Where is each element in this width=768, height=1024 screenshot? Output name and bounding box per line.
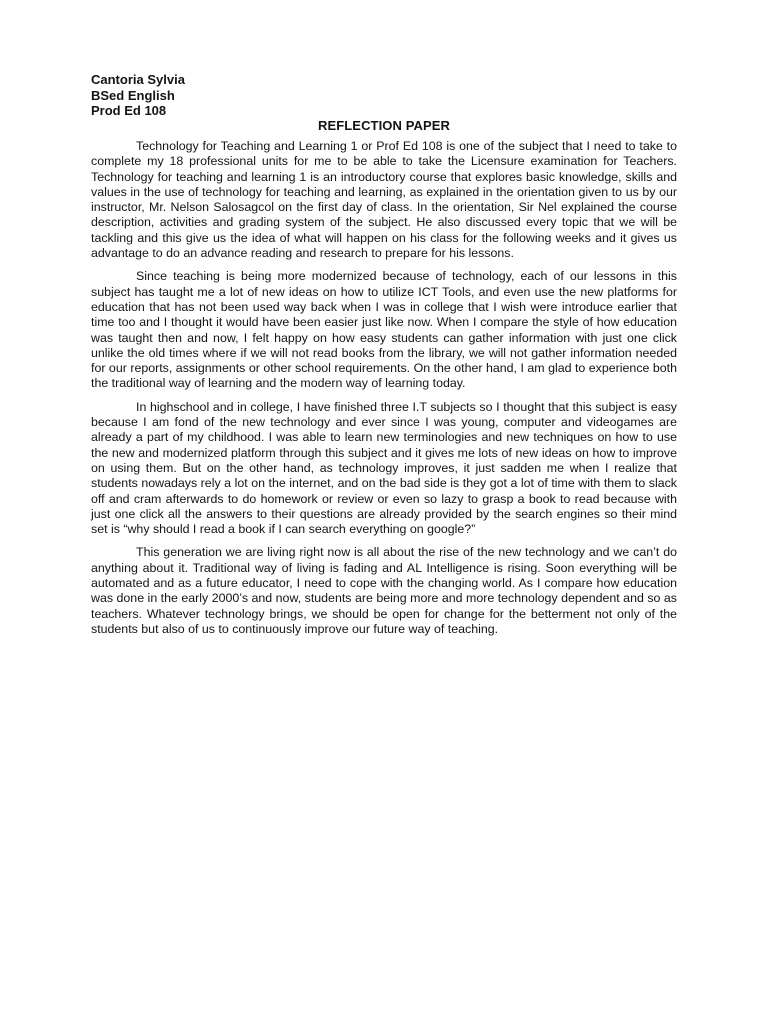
paragraph: Since teaching is being more modernized because of technology, each of our lessons in this subject has taught me a lot of new ideas on how to utilize ICT Tools, and even use the new platforms for education that has not been used way back when I was in college that I wish were introduce earlier that time too and I thought it would have been easier just like now. When I compare the style of how education was taught then and now, I felt happy on how easy students can gather information with just one click unlike the old times where if we will not read books from the library, we will not gather information needed for our reports, assignments or other school requirements. On the other hand, I am glad to experience both the traditional way of learning and the modern way of learning today. <box>91 269 677 391</box>
author-name: Cantoria Sylvia <box>91 72 185 87</box>
subject-code: Prod Ed 108 <box>91 103 167 118</box>
paragraph: In highschool and in college, I have finished three I.T subjects so I thought that this subject is easy because I am fond of the new technology and ever since I was young, computer and videogames are already a part of my childhood. I was able to learn new terminologies and new techniques on how to use the new and modernized platform through this subject and it gives me lots of new ideas on how to improve on using them. But on the other hand, as technology improves, it just sadden me when I realize that students nowadays rely a lot on the internet, and on the bad side is they got a lot of time with them to slack off and cram afterwards to do homework or review or even so lazy to grasp a book to read because with just one click all the answers to their questions are already provided by the search engines so their mind set is “why should I read a book if I can search everything on google?” <box>91 399 677 537</box>
paragraph: Technology for Teaching and Learning 1 or Prof Ed 108 is one of the subject that I need to take to complete my 18 professional units for me to be able to take the Licensure examination for Teachers. Technology for teaching and learning 1 is an introductory course that explores basic knowledge, skills and values in the use of technology for teaching and learning, as explained in the orientation given to us by our instructor, Mr. Nelson Salosagcol on the first day of class. In the orientation, Sir Nel explained the course description, activities and grading system of the subject. He also discussed every topic that we will be tackling and this give us the idea of what will happen on his class for the following weeks and it gives us advantage to do an advance reading and research to prepare for his lessons. <box>91 139 677 261</box>
author-course: BSed English <box>91 87 175 103</box>
paragraph: This generation we are living right now is all about the rise of the new technology and we can’t do anything about it. Traditional way of living is fading and AL Intelligence is rising. Soon everything will be automated and as a future educator, I need to cope with the changing world. As I compare how education was done in the early 2000’s and now, students are being more and more technology dependent and so as teachers. Whatever technology brings, we should be open for change for the betterment not only of the students but also of us to continuously improve our future way of teaching. <box>91 545 677 636</box>
paper-title-container <box>0 118 768 134</box>
paper-title: REFLECTION PAPER <box>317 118 451 133</box>
paper-body <box>91 139 677 645</box>
author-header <box>91 72 185 119</box>
